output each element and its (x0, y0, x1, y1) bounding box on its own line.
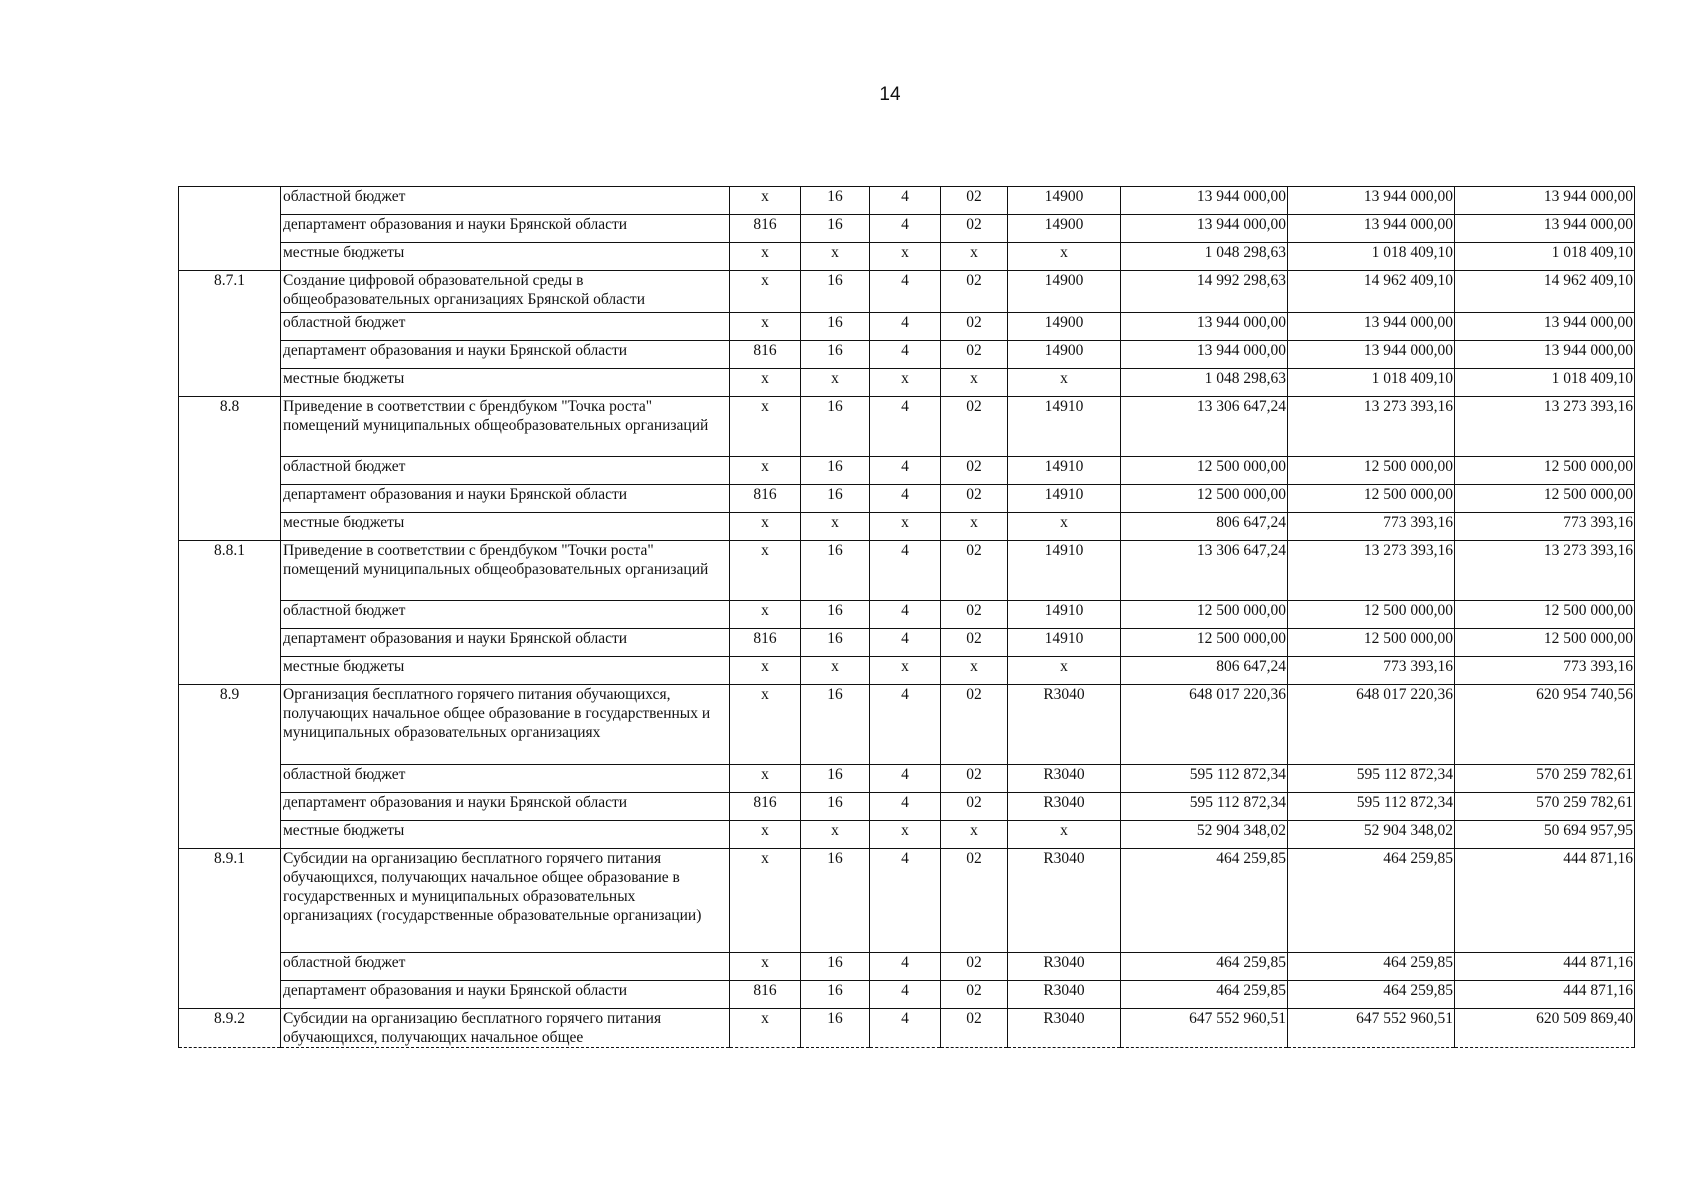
cell-value-2: 464 259,85 (1288, 981, 1455, 1009)
cell-ner: х (1008, 513, 1121, 541)
cell-ner: 14900 (1008, 341, 1121, 369)
cell-name: Субсидии на организацию бесплатного горячего питания обучающихся, получающих начальное общее образование в государственных и муниципальных образовательных организациях (государственные образовательные организации) (281, 849, 730, 953)
cell-item-number: 8.8.1 (179, 541, 281, 685)
cell-rz: 16 (801, 215, 870, 243)
cell-grbs: х (730, 271, 801, 313)
cell-value-1: 464 259,85 (1121, 981, 1288, 1009)
cell-gp: х (870, 513, 941, 541)
cell-name: департамент образования и науки Брянской области (281, 215, 730, 243)
cell-rz: 16 (801, 271, 870, 313)
cell-gp: 4 (870, 457, 941, 485)
cell-ner: 14900 (1008, 215, 1121, 243)
table-row (179, 271, 1635, 313)
cell-value-1: 12 500 000,00 (1121, 601, 1288, 629)
cell-rz: 16 (801, 1009, 870, 1048)
cell-value-2: 13 273 393,16 (1288, 541, 1455, 601)
cell-name: местные бюджеты (281, 369, 730, 397)
table-row (179, 981, 1635, 1009)
budget-table (178, 186, 1635, 1048)
table-row (179, 513, 1635, 541)
cell-gp: 4 (870, 981, 941, 1009)
table-row (179, 1009, 1635, 1048)
table-body (179, 187, 1635, 1048)
cell-pp: х (941, 369, 1008, 397)
cell-pp: 02 (941, 685, 1008, 765)
cell-name: местные бюджеты (281, 821, 730, 849)
cell-rz: 16 (801, 541, 870, 601)
cell-rz: 16 (801, 457, 870, 485)
cell-value-1: 12 500 000,00 (1121, 629, 1288, 657)
table-row (179, 341, 1635, 369)
cell-name: местные бюджеты (281, 243, 730, 271)
cell-value-3: 570 259 782,61 (1455, 765, 1635, 793)
cell-value-3: 444 871,16 (1455, 981, 1635, 1009)
cell-ner: х (1008, 369, 1121, 397)
cell-value-1: 13 944 000,00 (1121, 313, 1288, 341)
cell-name: департамент образования и науки Брянской области (281, 981, 730, 1009)
cell-pp: 02 (941, 981, 1008, 1009)
cell-pp: 02 (941, 601, 1008, 629)
cell-value-2: 13 944 000,00 (1288, 215, 1455, 243)
cell-value-2: 1 018 409,10 (1288, 243, 1455, 271)
cell-rz: х (801, 243, 870, 271)
cell-gp: 4 (870, 601, 941, 629)
cell-value-1: 14 992 298,63 (1121, 271, 1288, 313)
cell-pp: 02 (941, 485, 1008, 513)
cell-value-3: 13 273 393,16 (1455, 541, 1635, 601)
cell-grbs: 816 (730, 341, 801, 369)
cell-ner: R3040 (1008, 793, 1121, 821)
cell-rz: х (801, 657, 870, 685)
table-row (179, 953, 1635, 981)
cell-value-3: 570 259 782,61 (1455, 793, 1635, 821)
cell-rz: 16 (801, 485, 870, 513)
cell-value-1: 806 647,24 (1121, 513, 1288, 541)
cell-value-2: 595 112 872,34 (1288, 793, 1455, 821)
cell-name: департамент образования и науки Брянской области (281, 485, 730, 513)
cell-pp: 02 (941, 271, 1008, 313)
cell-value-2: 1 018 409,10 (1288, 369, 1455, 397)
cell-grbs: х (730, 601, 801, 629)
cell-gp: 4 (870, 541, 941, 601)
cell-value-2: 13 944 000,00 (1288, 187, 1455, 215)
cell-value-3: 1 018 409,10 (1455, 369, 1635, 397)
cell-ner: R3040 (1008, 1009, 1121, 1048)
cell-value-3: 12 500 000,00 (1455, 485, 1635, 513)
cell-gp: 4 (870, 187, 941, 215)
cell-ner: 14910 (1008, 397, 1121, 457)
cell-pp: 02 (941, 457, 1008, 485)
cell-pp: 02 (941, 849, 1008, 953)
cell-ner: 14910 (1008, 457, 1121, 485)
cell-value-1: 464 259,85 (1121, 953, 1288, 981)
cell-value-3: 444 871,16 (1455, 849, 1635, 953)
table-row (179, 313, 1635, 341)
cell-pp: 02 (941, 953, 1008, 981)
cell-value-1: 13 944 000,00 (1121, 341, 1288, 369)
table-row (179, 485, 1635, 513)
cell-gp: 4 (870, 953, 941, 981)
cell-pp: 02 (941, 187, 1008, 215)
cell-name: областной бюджет (281, 313, 730, 341)
cell-value-1: 12 500 000,00 (1121, 457, 1288, 485)
cell-gp: 4 (870, 271, 941, 313)
cell-name: Приведение в соответствии с брендбуком "Точка роста" помещений муниципальных общеобразовательных организаций (281, 397, 730, 457)
cell-gp: 4 (870, 849, 941, 953)
cell-pp: х (941, 657, 1008, 685)
cell-value-1: 13 944 000,00 (1121, 187, 1288, 215)
table-row (179, 215, 1635, 243)
cell-value-1: 464 259,85 (1121, 849, 1288, 953)
cell-value-1: 806 647,24 (1121, 657, 1288, 685)
cell-value-3: 1 018 409,10 (1455, 243, 1635, 271)
cell-value-2: 13 944 000,00 (1288, 341, 1455, 369)
cell-gp: 4 (870, 485, 941, 513)
cell-value-3: 13 944 000,00 (1455, 313, 1635, 341)
table-row (179, 685, 1635, 765)
cell-pp: 02 (941, 215, 1008, 243)
cell-value-3: 620 954 740,56 (1455, 685, 1635, 765)
cell-rz: 16 (801, 765, 870, 793)
cell-grbs: 816 (730, 793, 801, 821)
cell-rz: 16 (801, 397, 870, 457)
cell-gp: 4 (870, 341, 941, 369)
cell-value-2: 12 500 000,00 (1288, 457, 1455, 485)
cell-rz: 16 (801, 685, 870, 765)
cell-gp: х (870, 369, 941, 397)
cell-value-3: 13 944 000,00 (1455, 187, 1635, 215)
cell-value-2: 464 259,85 (1288, 849, 1455, 953)
table-row (179, 243, 1635, 271)
cell-value-3: 12 500 000,00 (1455, 601, 1635, 629)
cell-pp: 02 (941, 313, 1008, 341)
cell-name: областной бюджет (281, 457, 730, 485)
cell-rz: 16 (801, 187, 870, 215)
cell-name: Субсидии на организацию бесплатного горячего питания обучающихся, получающих начальное общее (281, 1009, 730, 1048)
cell-gp: х (870, 821, 941, 849)
cell-value-3: 12 500 000,00 (1455, 629, 1635, 657)
cell-grbs: х (730, 397, 801, 457)
table-row (179, 629, 1635, 657)
cell-value-1: 13 306 647,24 (1121, 541, 1288, 601)
cell-ner: 14910 (1008, 601, 1121, 629)
cell-value-2: 773 393,16 (1288, 657, 1455, 685)
cell-ner: R3040 (1008, 765, 1121, 793)
cell-value-1: 1 048 298,63 (1121, 243, 1288, 271)
cell-pp: 02 (941, 541, 1008, 601)
cell-value-1: 648 017 220,36 (1121, 685, 1288, 765)
cell-value-1: 1 048 298,63 (1121, 369, 1288, 397)
cell-name: Создание цифровой образовательной среды в общеобразовательных организациях Брянской области (281, 271, 730, 313)
cell-ner: 14900 (1008, 271, 1121, 313)
cell-gp: 4 (870, 1009, 941, 1048)
table-row (179, 541, 1635, 601)
cell-grbs: х (730, 187, 801, 215)
cell-grbs: 816 (730, 215, 801, 243)
cell-grbs: х (730, 821, 801, 849)
cell-ner: х (1008, 821, 1121, 849)
cell-name: департамент образования и науки Брянской области (281, 793, 730, 821)
cell-grbs: 816 (730, 981, 801, 1009)
cell-pp: х (941, 513, 1008, 541)
cell-pp: 02 (941, 629, 1008, 657)
cell-value-3: 444 871,16 (1455, 953, 1635, 981)
cell-rz: 16 (801, 601, 870, 629)
cell-name: областной бюджет (281, 601, 730, 629)
cell-grbs: х (730, 369, 801, 397)
cell-value-2: 595 112 872,34 (1288, 765, 1455, 793)
cell-grbs: х (730, 1009, 801, 1048)
cell-item-number: 8.7.1 (179, 271, 281, 397)
cell-gp: 4 (870, 765, 941, 793)
cell-value-2: 464 259,85 (1288, 953, 1455, 981)
cell-grbs: х (730, 243, 801, 271)
cell-grbs: 816 (730, 485, 801, 513)
cell-value-1: 595 112 872,34 (1121, 765, 1288, 793)
cell-pp: 02 (941, 765, 1008, 793)
cell-name: департамент образования и науки Брянской области (281, 341, 730, 369)
cell-gp: х (870, 243, 941, 271)
cell-ner: R3040 (1008, 953, 1121, 981)
cell-value-3: 14 962 409,10 (1455, 271, 1635, 313)
cell-grbs: х (730, 513, 801, 541)
cell-grbs: х (730, 685, 801, 765)
cell-gp: 4 (870, 685, 941, 765)
table-row (179, 793, 1635, 821)
cell-rz: х (801, 369, 870, 397)
table-row (179, 457, 1635, 485)
cell-value-3: 773 393,16 (1455, 657, 1635, 685)
cell-ner: R3040 (1008, 685, 1121, 765)
cell-gp: х (870, 657, 941, 685)
cell-rz: 16 (801, 849, 870, 953)
cell-name: местные бюджеты (281, 513, 730, 541)
cell-grbs: х (730, 457, 801, 485)
cell-ner: R3040 (1008, 849, 1121, 953)
table-row (179, 369, 1635, 397)
cell-value-2: 12 500 000,00 (1288, 485, 1455, 513)
cell-item-number: 8.9 (179, 685, 281, 849)
cell-item-number: 8.8 (179, 397, 281, 541)
table-row (179, 849, 1635, 953)
cell-value-1: 12 500 000,00 (1121, 485, 1288, 513)
cell-rz: х (801, 821, 870, 849)
cell-gp: 4 (870, 397, 941, 457)
cell-ner: 14910 (1008, 629, 1121, 657)
cell-value-2: 12 500 000,00 (1288, 629, 1455, 657)
cell-name: Организация бесплатного горячего питания обучающихся, получающих начальное общее образование в государственных и муниципальных образовательных организациях (281, 685, 730, 765)
cell-grbs: х (730, 849, 801, 953)
cell-grbs: х (730, 953, 801, 981)
cell-name: областной бюджет (281, 187, 730, 215)
cell-value-2: 13 944 000,00 (1288, 313, 1455, 341)
cell-pp: 02 (941, 397, 1008, 457)
cell-rz: 16 (801, 629, 870, 657)
cell-rz: 16 (801, 313, 870, 341)
cell-value-3: 620 509 869,40 (1455, 1009, 1635, 1048)
cell-grbs: х (730, 541, 801, 601)
cell-rz: 16 (801, 953, 870, 981)
cell-value-2: 14 962 409,10 (1288, 271, 1455, 313)
cell-value-2: 773 393,16 (1288, 513, 1455, 541)
cell-value-2: 12 500 000,00 (1288, 601, 1455, 629)
cell-name: местные бюджеты (281, 657, 730, 685)
cell-ner: 14910 (1008, 485, 1121, 513)
table-row (179, 397, 1635, 457)
table-row (179, 601, 1635, 629)
cell-ner: 14900 (1008, 187, 1121, 215)
cell-value-2: 13 273 393,16 (1288, 397, 1455, 457)
cell-grbs: 816 (730, 629, 801, 657)
cell-item-number: 8.9.1 (179, 849, 281, 1009)
table-row (179, 187, 1635, 215)
cell-pp: х (941, 821, 1008, 849)
cell-value-3: 12 500 000,00 (1455, 457, 1635, 485)
cell-pp: х (941, 243, 1008, 271)
cell-name: областной бюджет (281, 765, 730, 793)
cell-ner: R3040 (1008, 981, 1121, 1009)
cell-value-3: 13 944 000,00 (1455, 215, 1635, 243)
cell-value-1: 52 904 348,02 (1121, 821, 1288, 849)
cell-value-1: 13 306 647,24 (1121, 397, 1288, 457)
cell-ner: х (1008, 657, 1121, 685)
table-row (179, 765, 1635, 793)
cell-value-1: 13 944 000,00 (1121, 215, 1288, 243)
cell-value-2: 648 017 220,36 (1288, 685, 1455, 765)
cell-name: Приведение в соответствии с брендбуком "Точки роста" помещений муниципальных общеобразовательных организаций (281, 541, 730, 601)
cell-gp: 4 (870, 215, 941, 243)
cell-name: департамент образования и науки Брянской области (281, 629, 730, 657)
table-row (179, 657, 1635, 685)
cell-ner: 14910 (1008, 541, 1121, 601)
cell-name: областной бюджет (281, 953, 730, 981)
cell-rz: х (801, 513, 870, 541)
cell-rz: 16 (801, 341, 870, 369)
cell-value-1: 647 552 960,51 (1121, 1009, 1288, 1048)
cell-value-3: 773 393,16 (1455, 513, 1635, 541)
cell-gp: 4 (870, 629, 941, 657)
cell-pp: 02 (941, 1009, 1008, 1048)
cell-pp: 02 (941, 793, 1008, 821)
cell-rz: 16 (801, 981, 870, 1009)
cell-value-1: 595 112 872,34 (1121, 793, 1288, 821)
cell-value-3: 13 273 393,16 (1455, 397, 1635, 457)
cell-item-number: 8.9.2 (179, 1009, 281, 1048)
cell-gp: 4 (870, 313, 941, 341)
cell-value-2: 647 552 960,51 (1288, 1009, 1455, 1048)
table-row (179, 821, 1635, 849)
cell-item-number (179, 187, 281, 271)
cell-grbs: х (730, 313, 801, 341)
cell-rz: 16 (801, 793, 870, 821)
cell-grbs: х (730, 765, 801, 793)
cell-value-3: 50 694 957,95 (1455, 821, 1635, 849)
cell-value-2: 52 904 348,02 (1288, 821, 1455, 849)
cell-gp: 4 (870, 793, 941, 821)
cell-ner: 14900 (1008, 313, 1121, 341)
cell-value-3: 13 944 000,00 (1455, 341, 1635, 369)
cell-ner: х (1008, 243, 1121, 271)
cell-pp: 02 (941, 341, 1008, 369)
cell-grbs: х (730, 657, 801, 685)
page-number: 14 (879, 84, 901, 105)
